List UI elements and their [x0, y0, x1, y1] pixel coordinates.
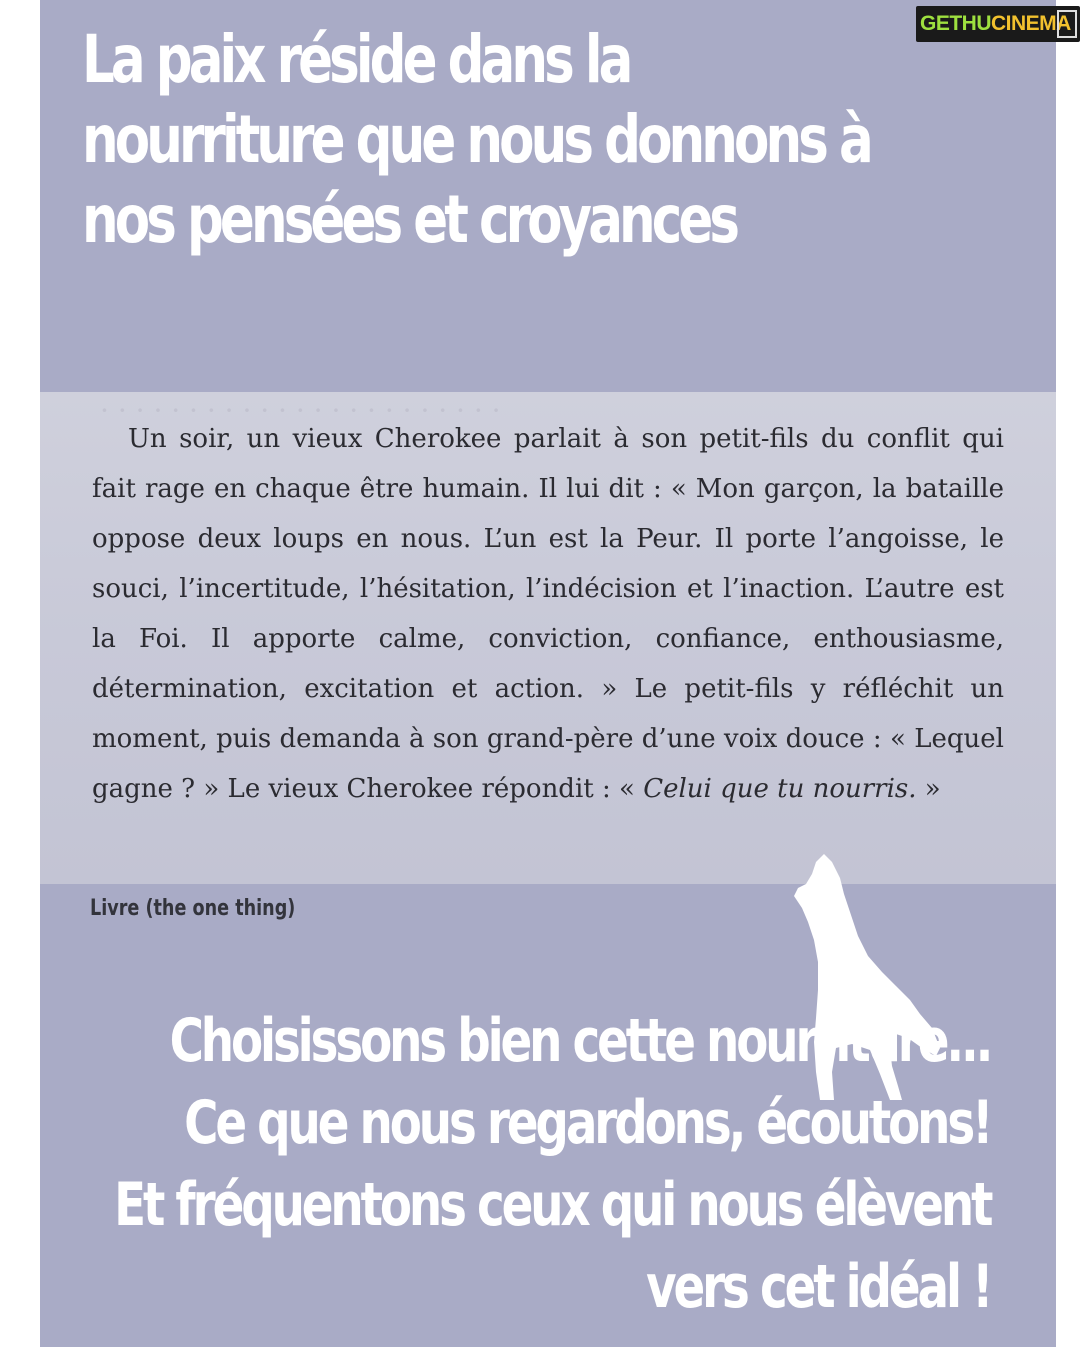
passage-line-3: la bataille oppose deux loups en nous. L’un est la Peur. Il porte [92, 474, 1005, 554]
bleed-through-text: · · · · · · · · · · · · · · · · · · · · · · · [100, 394, 501, 427]
passage-closing-mark: » [916, 774, 941, 804]
source-label: Livre (the one thing) [90, 896, 296, 921]
headline [82, 20, 870, 260]
quote-card [40, 0, 1056, 1347]
headline-line-1: La paix réside dans la [82, 21, 630, 98]
headline-line-2: nourriture que nous donnons à [82, 101, 870, 178]
passage-line-7: Le petit-fils y réfléchit un moment, puis demanda à son grand- [92, 674, 1005, 754]
passage-line-1: Un soir, un vieux Cherokee parlait à son petit-fils du conflit [128, 424, 950, 454]
passage-line-2: qui fait rage en chaque être humain. Il lui dit : « Mon garçon, [92, 424, 1005, 504]
watermark-part-a: GETHU [920, 12, 991, 35]
passage-line-6: confiance, enthousiasme, détermination, excitation et action. » [92, 624, 1005, 704]
closing-line-3: Et fréquentons ceux qui nous élèvent [113, 1170, 990, 1240]
passage-line-8: père d’une voix douce : « Lequel gagne ? » Le vieux Cherokee [92, 724, 1004, 804]
book-passage [92, 414, 1004, 814]
passage-line-5: l’inaction. L’autre est la Foi. Il apporte calme, conviction, [92, 574, 1004, 654]
passage-line-4: l’angoisse, le souci, l’incertitude, l’hésitation, l’indécision et [92, 524, 1005, 604]
closing-line-1: Choisissons bien cette nourriture... [169, 1006, 991, 1076]
closing-line-2: Ce que nous regardons, écoutons! [183, 1088, 991, 1158]
book-page-scan [40, 392, 1056, 884]
passage-line-9: répondit : « [481, 774, 644, 804]
watermark-logo [916, 6, 1080, 42]
watermark-part-b: CINEMA [991, 12, 1071, 35]
headline-line-3: nos pensées et croyances [82, 181, 737, 258]
closing-line-4: vers cet idéal ! [645, 1252, 990, 1322]
watermark-text [916, 12, 1071, 36]
passage-final-quote: Celui que tu nourris. [643, 774, 917, 804]
film-strip-icon [1057, 10, 1077, 38]
closing-message [114, 1000, 990, 1328]
